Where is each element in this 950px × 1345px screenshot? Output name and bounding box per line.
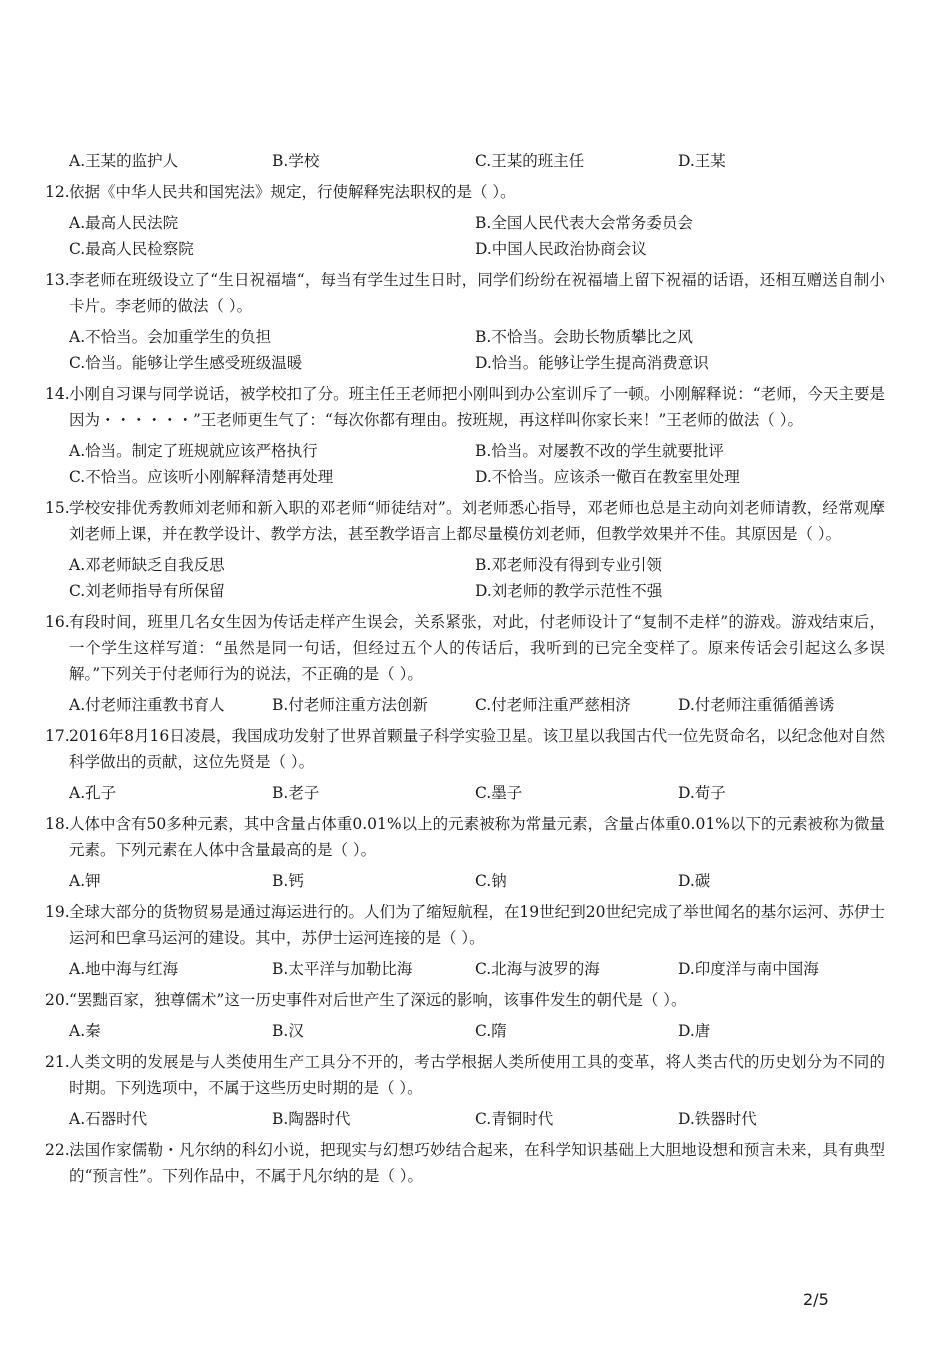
options-row (45, 1106, 885, 1132)
options-row (45, 868, 885, 894)
option-d: D.中国人民政治协商会议 (475, 240, 647, 258)
question-text: 依据《中华人民共和国宪法》规定，行使解释宪法职权的是（ ）。 (69, 183, 516, 201)
question-list (45, 143, 885, 1189)
question-stem (45, 987, 885, 1013)
option-d: D.恰当。能够让学生提高消费意识 (475, 354, 709, 372)
option-a: A.付老师注重教书育人 (69, 696, 225, 714)
option-d: D.不恰当。应该杀一儆百在教室里处理 (475, 468, 740, 486)
option-a: A.邓老师缺乏自我反思 (69, 556, 225, 574)
question-stem (45, 723, 885, 775)
options-row (45, 1018, 885, 1044)
option-b: B.不恰当。会助长物质攀比之风 (475, 328, 693, 346)
question-number: 13. (45, 271, 70, 289)
question-number: 17. (45, 727, 70, 745)
question-number: 22. (45, 1141, 70, 1159)
question-number: 18. (45, 815, 70, 833)
option-d: D.唐 (678, 1022, 711, 1040)
question-stem (45, 179, 885, 205)
question-text: “罢黜百家，独尊儒术”这一历史事件对后世产生了深远的影响，该事件发生的朝代是（ ）。 (69, 991, 687, 1009)
option-d: D.王某 (678, 152, 726, 170)
question-text: 法国作家儒勒・凡尔纳的科幻小说，把现实与幻想巧妙结合起来，在科学知识基础上大胆地设想和预言未来，具有典型的“预言性”。下列作品中，不属于凡尔纳的是（ ）。 (69, 1141, 885, 1185)
option-b: B.钙 (272, 872, 304, 890)
options-row (45, 552, 885, 604)
question-text: 人体中含有50多种元素，其中含量占体重0.01%以上的元素被称为常量元素，含量占体重0.01%以下的元素被称为微量元素。下列元素在人体中含量最高的是（ ）。 (69, 815, 885, 859)
option-a: A.秦 (69, 1022, 101, 1040)
options-row (45, 956, 885, 982)
question-text: 全球大部分的货物贸易是通过海运进行的。人们为了缩短航程，在19世纪到20世纪完成了举世闻名的基尔运河、苏伊士运河和巴拿马运河的建设。其中，苏伊士运河连接的是（ ）。 (69, 903, 885, 947)
question-text: 有段时间，班里几名女生因为传话走样产生误会，关系紧张，对此，付老师设计了“复制不走样”的游戏。游戏结束后，一个学生这样写道：“虽然是同一句话，但经过五个人的传话后，我听到的已完全变样了。原来传话会引起这么多误解。”下列关于付老师行为的说法，不正确的是（ ）。 (69, 613, 885, 683)
option-d: D.荀子 (678, 784, 726, 802)
option-b: B.陶器时代 (272, 1110, 351, 1128)
option-c: C.刘老师指导有所保留 (69, 582, 225, 600)
option-b: B.学校 (272, 152, 320, 170)
question-stem (45, 899, 885, 951)
question-item (45, 723, 885, 806)
option-b: B.全国人民代表大会常务委员会 (475, 214, 693, 232)
option-b: B.汉 (272, 1022, 304, 1040)
question-text: 2016年8月16日凌晨，我国成功发射了世界首颗量子科学实验卫星。该卫星以我国古代一位先贤命名，以纪念他对自然科学做出的贡献，这位先贤是（ ）。 (69, 727, 885, 771)
option-b: B.老子 (272, 784, 320, 802)
page-number: 2/5 (803, 1290, 829, 1309)
option-c: C.王某的班主任 (475, 152, 585, 170)
option-c: C.隋 (475, 1022, 507, 1040)
option-d: D.刘老师的教学示范性不强 (475, 582, 663, 600)
option-c: C.墨子 (475, 784, 523, 802)
question-stem (45, 811, 885, 863)
question-item (45, 609, 885, 718)
question-stem (45, 1049, 885, 1101)
question-item (45, 1049, 885, 1132)
question-stem (45, 381, 885, 433)
option-a: A.地中海与红海 (69, 960, 179, 978)
option-d: D.碳 (678, 872, 711, 890)
option-d: D.印度洋与南中国海 (678, 960, 819, 978)
question-stem (45, 267, 885, 319)
question-item (45, 179, 885, 262)
option-c: C.青铜时代 (475, 1110, 554, 1128)
question-number: 14. (45, 385, 70, 403)
question-item (45, 1137, 885, 1189)
options-row (45, 692, 885, 718)
option-b: B.恰当。对屡教不改的学生就要批评 (475, 442, 724, 460)
option-a: A.孔子 (69, 784, 117, 802)
question-number: 15. (45, 499, 70, 517)
option-a: A.恰当。制定了班规就应该严格执行 (69, 442, 318, 460)
question-number: 19. (45, 903, 70, 921)
options-row (45, 324, 885, 376)
option-d: D.铁器时代 (678, 1110, 757, 1128)
option-a: A.钾 (69, 872, 101, 890)
option-b: B.付老师注重方法创新 (272, 696, 428, 714)
options-row (45, 438, 885, 490)
options-row (45, 210, 885, 262)
question-item (45, 899, 885, 982)
question-text: 人类文明的发展是与人类使用生产工具分不开的，考古学根据人类所使用工具的变革，将人类古代的历史划分为不同的时期。下列选项中，不属于这些历史时期的是（ ）。 (69, 1053, 885, 1097)
options-q11 (45, 148, 885, 174)
question-number: 16. (45, 613, 70, 631)
question-text: 小刚自习课与同学说话，被学校扣了分。班主任王老师把小刚叫到办公室训斥了一顿。小刚解释说：“老师，今天主要是因为・・・・・・”王老师更生气了：“每次你都有理由。按班规，再这样叫你家长来！”王老师的做法（ ）。 (69, 385, 885, 429)
option-c: C.钠 (475, 872, 507, 890)
option-d: D.付老师注重循循善诱 (678, 696, 835, 714)
question-number: 12. (45, 183, 70, 201)
option-a: A.不恰当。会加重学生的负担 (69, 328, 272, 346)
question-text: 学校安排优秀教师刘老师和新入职的邓老师“师徒结对”。刘老师悉心指导，邓老师也总是主动向刘老师请教，经常观摩刘老师上课，并在教学设计、教学方法，甚至教学语言上都尽量模仿刘老师，但教学效果并不佳。其原因是（ ）。 (69, 499, 885, 543)
option-a: A.石器时代 (69, 1110, 148, 1128)
options-row (45, 780, 885, 806)
question-item (45, 987, 885, 1044)
option-b: B.太平洋与加勒比海 (272, 960, 413, 978)
question-stem (45, 495, 885, 547)
question-stem (45, 609, 885, 687)
option-c: C.北海与波罗的海 (475, 960, 600, 978)
option-a: A.王某的监护人 (69, 152, 179, 170)
question-item (45, 381, 885, 490)
option-c: C.最高人民检察院 (69, 240, 194, 258)
option-c: C.付老师注重严慈相济 (475, 696, 631, 714)
option-b: B.邓老师没有得到专业引领 (475, 556, 662, 574)
question-number: 20. (45, 991, 70, 1009)
question-item (45, 811, 885, 894)
question-text: 李老师在班级设立了“生日祝福墙“，每当有学生过生日时，同学们纷纷在祝福墙上留下祝福的话语，还相互赠送自制小卡片。李老师的做法（ ）。 (69, 271, 885, 315)
question-stem (45, 1137, 885, 1189)
question-number: 21. (45, 1053, 70, 1071)
option-c: C.不恰当。应该听小刚解释清楚再处理 (69, 468, 334, 486)
option-c: C.恰当。能够让学生感受班级温暖 (69, 354, 303, 372)
option-a: A.最高人民法院 (69, 214, 179, 232)
question-item (45, 267, 885, 376)
question-item (45, 495, 885, 604)
